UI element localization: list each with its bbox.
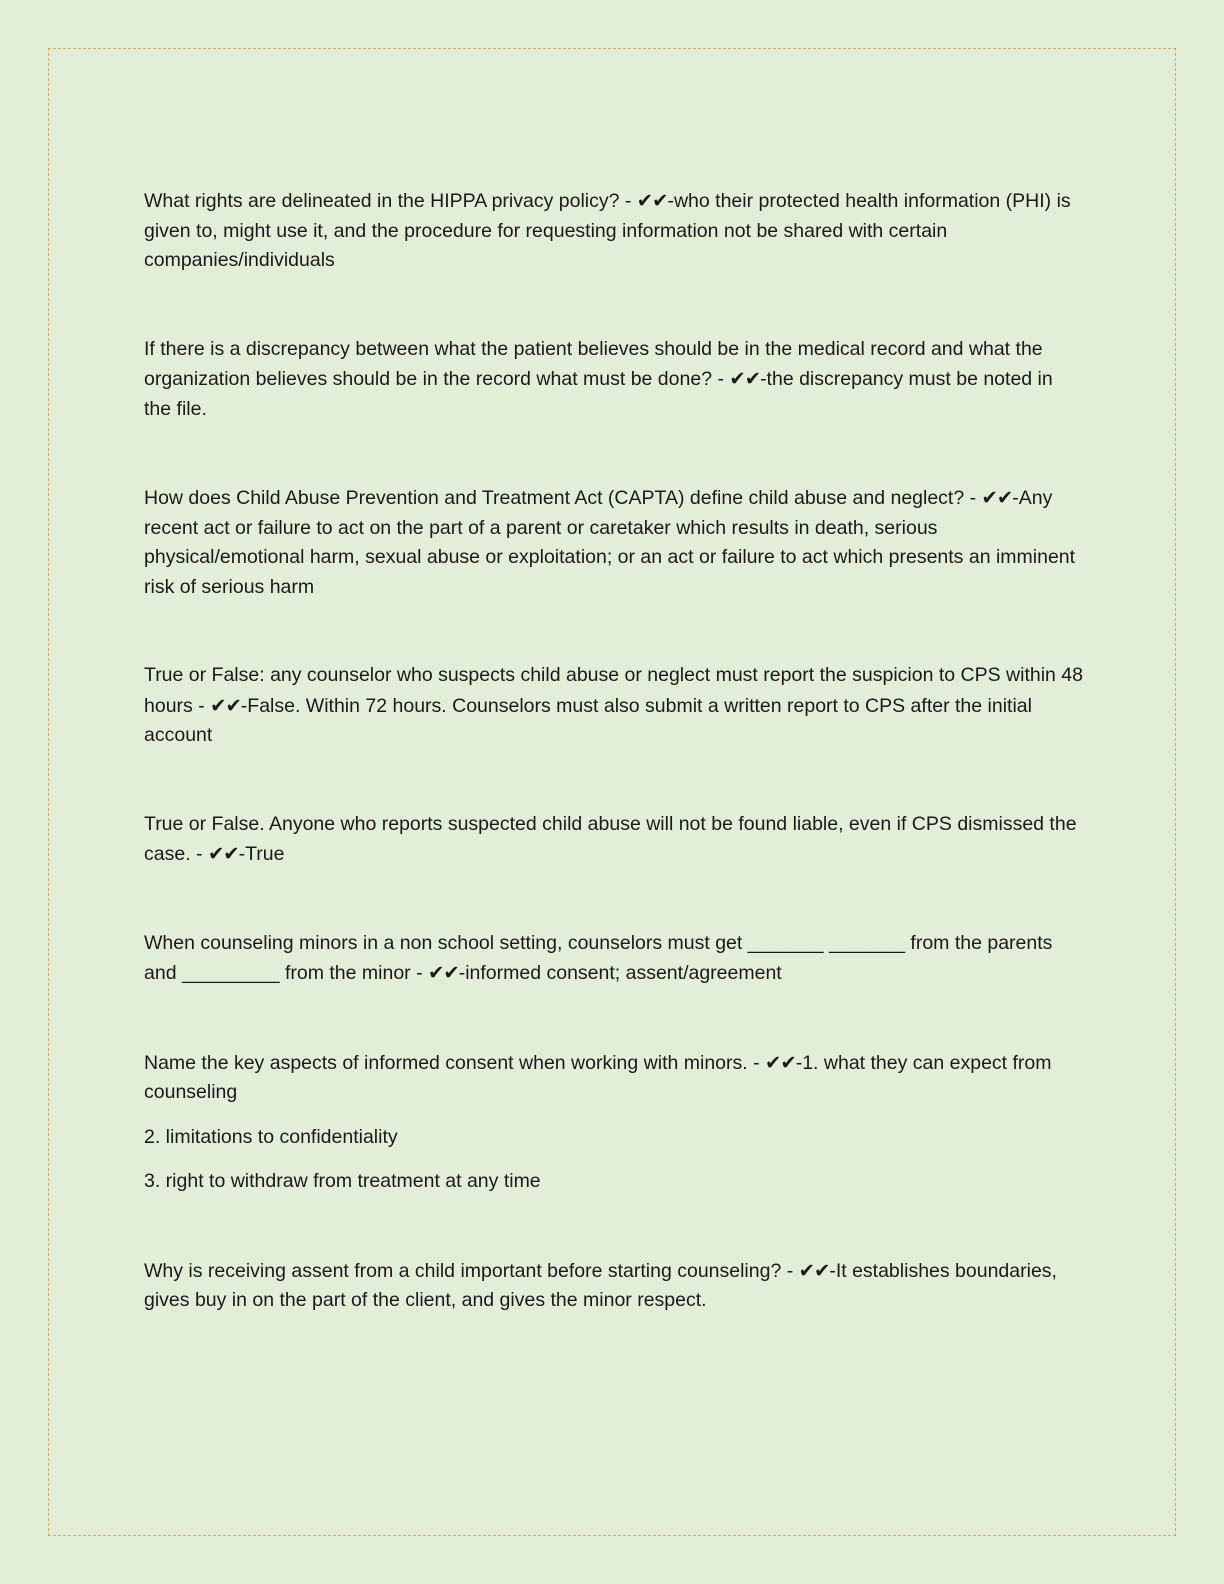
answer-text: -True [238,843,285,865]
qa-item [144,186,1084,276]
double-check-icon: ✔✔ [729,367,761,390]
answer-text: -the discrepancy must be noted in the file. [144,368,1053,420]
question-text: What rights are delineated in the HIPPA privacy policy? - [144,190,637,212]
question-text: When counseling minors in a non school setting, counselors must get _______ _______ from the parents and _________ from the minor - [144,931,1053,984]
qa-text [144,483,1084,602]
answer-list-item: 3. right to withdraw from treatment at any time [144,1170,541,1192]
double-check-icon: ✔✔ [428,961,459,984]
qa-text [144,1256,1084,1316]
double-check-icon: ✔✔ [765,1050,796,1074]
question-text: Why is receiving assent from a child important before starting counseling? - [144,1259,799,1282]
answer-text: -1. what they can expect from counseling [144,1051,1052,1103]
answer-text: -False. Within 72 hours. Counselors must also submit a written report to CPS after the initial account [144,694,1032,746]
qa-text [144,661,1084,751]
document-content [144,186,1084,1375]
answer-text: -Any recent act or failure to act on the part of a parent or caretaker which results in death, serious physical/emotional harm, sexual abuse or exploitation; or an act or failure to act which presents an imminent risk of serious harm [144,487,1076,598]
answer-text: -informed consent; assent/agreement [458,962,782,984]
question-text: How does Child Abuse Prevention and Treatment Act (CAPTA) define child abuse and neglect? - [144,487,982,509]
answer-text: -It establishes boundaries, gives buy in on the part of the client, and gives the minor respect. [144,1259,1057,1311]
qa-text [144,335,1084,425]
double-check-icon: ✔✔ [981,486,1013,509]
qa-item [144,483,1084,602]
qa-item [144,1256,1084,1316]
question-text: True or False. Anyone who reports suspected child abuse will not be found liable, even if CPS dismissed the case. - [144,812,1077,865]
qa-item [144,810,1084,870]
qa-text [144,929,1084,989]
double-check-icon: ✔✔ [210,693,241,717]
qa-text [144,810,1084,870]
double-check-icon: ✔✔ [207,842,239,865]
question-text: True or False: any counselor who suspects child abuse or neglect must report the suspicion to CPS within 48 hours - [144,664,1083,717]
question-text: Name the key aspects of informed consent when working with minors. - [144,1051,766,1074]
qa-item [144,1048,1084,1197]
double-check-icon: ✔✔ [798,1258,830,1282]
question-text: If there is a discrepancy between what the patient believes should be in the medical record and what the organization believes should be in the record what must be done? - [144,337,1043,390]
qa-item [144,929,1084,989]
qa-item [144,661,1084,751]
qa-text [144,186,1084,276]
answer-text: -who their protected health information (PHI) is given to, might use it, and the procedure for requesting information not be shared with certain companies/individuals [144,190,1071,271]
double-check-icon: ✔✔ [636,189,668,212]
qa-text [144,1048,1084,1108]
qa-item [144,335,1084,425]
answer-list-item: 2. limitations to confidentiality [144,1125,398,1148]
